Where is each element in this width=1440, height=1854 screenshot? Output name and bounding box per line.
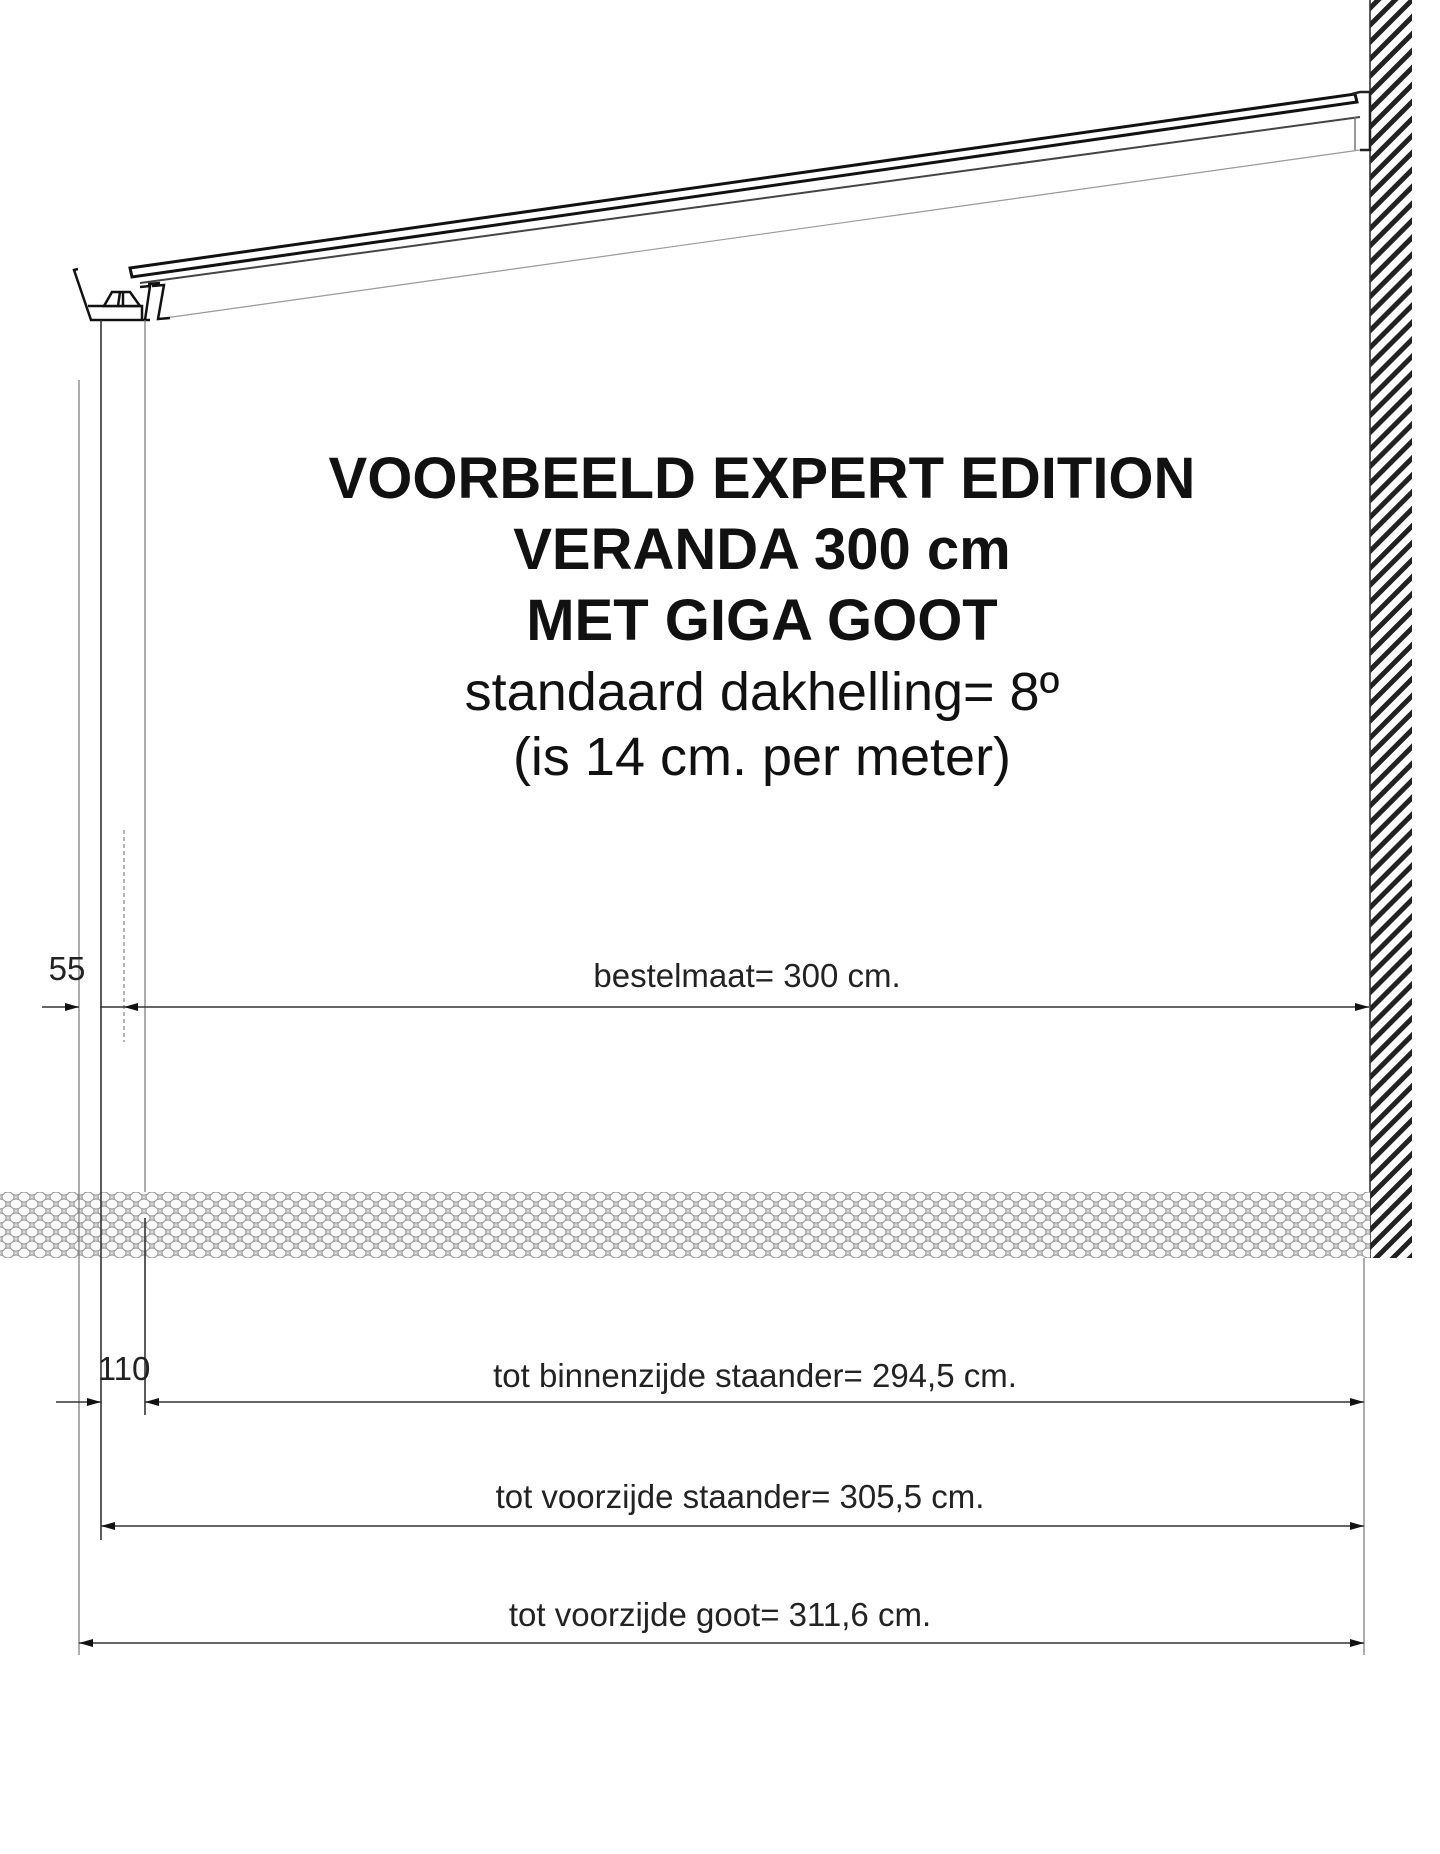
gutter-offset-label: 55 xyxy=(48,950,86,987)
roof-pitch-text: standaard dakhelling= 8º xyxy=(464,662,1060,722)
title-line-1: VOORBEELD EXPERT EDITION xyxy=(328,446,1196,511)
front-gutter-label: tot voorzijde goot= 311,6 cm. xyxy=(508,1596,932,1633)
giga-gutter xyxy=(74,269,170,320)
front-post-label: tot voorzijde staander= 305,5 cm. xyxy=(495,1478,985,1515)
order-size-label: bestelmaat= 300 cm. xyxy=(593,957,901,994)
post-width-label: 110 xyxy=(97,1350,151,1387)
ground-gravel xyxy=(0,1192,1370,1258)
title-line-2: VERANDA 300 cm xyxy=(513,517,1011,582)
house-wall xyxy=(1370,0,1412,1258)
inner-post-label: tot binnenzijde staander= 294,5 cm. xyxy=(493,1357,1017,1394)
roof-profile xyxy=(130,92,1370,318)
title-line-3: MET GIGA GOOT xyxy=(526,588,998,653)
pitch-per-meter-text: (is 14 cm. per meter) xyxy=(512,727,1012,787)
